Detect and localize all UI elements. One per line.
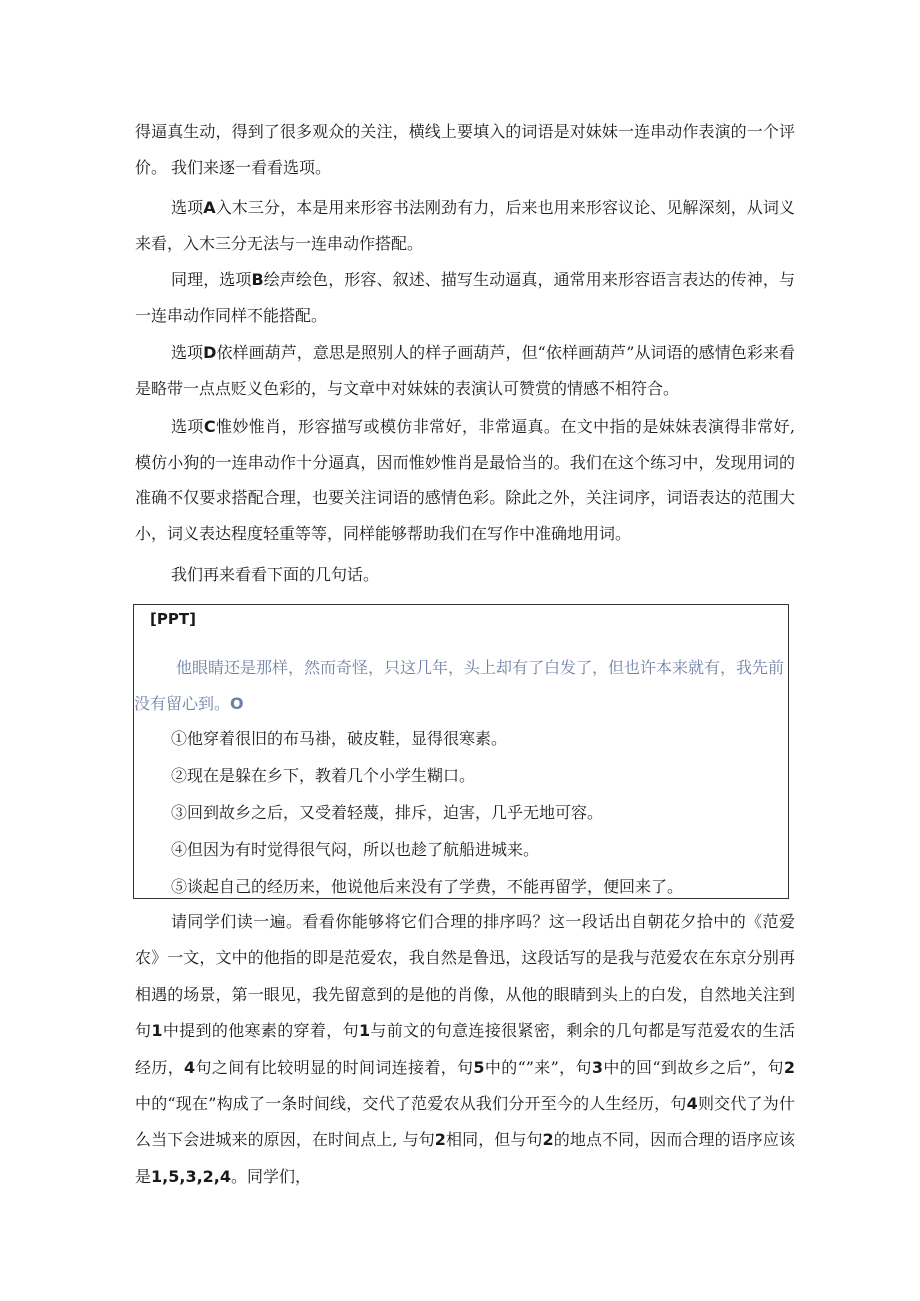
- ppt-sentence-1: ①他穿着很旧的布马褂，破皮鞋，显得很寒素。: [171, 729, 508, 748]
- paragraph-text: 得逼真生动，得到了很多观众的关注，横线上要填入的词语是对妹妹一连串动作表演的一个评价。: [135, 122, 795, 177]
- text-run: 中提到的他寒素的穿着，句: [162, 1021, 359, 1041]
- paragraph-analysis: [135, 904, 795, 1195]
- ppt-sentence-2: ②现在是躲在乡下，教着几个小学生糊口。: [171, 766, 476, 785]
- text-run: 请同学们读一遍。看看你能够将它们合理的排序吗？这一段话出自朝花夕拾中的《范爱农》一文，文中的他指的即是范爱农，我自然是鲁迅，这段话写的是我与范爱农在东京分别再相遇的场景，第一眼见，我先留意到的是他的肖像，从他的眼睛到头上的白发，自然地关注到句: [135, 912, 795, 1041]
- text-run: 入木三分，本是用来形容书法刚劲有力，后来也用来形容议论、见解深刻，从词义来看，入木三分无法与一连串动作搭配。: [135, 198, 795, 253]
- ppt-sentence-4: ④但因为有时觉得很气闷，所以也趁了航船进城来。: [171, 840, 540, 859]
- text-run: 选项: [171, 198, 204, 217]
- sentence-number: 5: [473, 1057, 485, 1077]
- ppt-sentence-3: ③回到故乡之后，又受着轻蔑，排斥，迫害，几乎无地可容。: [171, 803, 604, 822]
- text-run: 选项: [171, 417, 204, 436]
- ppt-box: [133, 604, 789, 899]
- text-run: 的地点不同，因而合理的语序应该是: [135, 1130, 795, 1186]
- sentence-number: 3: [591, 1057, 603, 1077]
- sentence-number: 2: [434, 1130, 446, 1150]
- sentence-number: 1: [358, 1021, 371, 1041]
- paragraph-option-c: [135, 409, 795, 551]
- option-letter: A: [203, 198, 216, 217]
- text-run: 。同学们，: [231, 1166, 312, 1186]
- paragraph-text: 我们来逐一看看选项。: [171, 158, 332, 177]
- ppt-quote: [134, 650, 786, 721]
- option-letter: C: [203, 417, 216, 436]
- option-letter: D: [203, 343, 217, 362]
- paragraph-option-d: [135, 335, 795, 406]
- sentence-number: 2: [542, 1130, 554, 1150]
- text-run: 则交代了为什么当下会进城来的原因，在时间点上, 与句: [135, 1094, 795, 1150]
- ppt-sentence-5: ⑤谈起自己的经历来，他说他后来没有了学费，不能再留学，便回来了。: [171, 877, 684, 896]
- paragraph-option-b: [135, 262, 795, 333]
- text-run: 相同，但与句: [445, 1130, 543, 1150]
- option-letter: B: [251, 270, 264, 289]
- text-run: 与前文的句意连接很紧密，剩余的几句都是写范爱农的生活经历，: [135, 1021, 795, 1077]
- text-run: 同理，选项: [171, 270, 252, 289]
- sentence-number: 2: [783, 1057, 795, 1077]
- quote-end-mark: O: [230, 693, 244, 713]
- paragraph-next-sentences: [135, 557, 795, 593]
- text-run: 中的“”来”，句: [484, 1057, 592, 1077]
- sentence-number: 1: [151, 1021, 163, 1041]
- paragraph-options-intro: [135, 150, 795, 186]
- ppt-label: [PPT]: [150, 610, 196, 628]
- sentence-number: 4: [686, 1094, 698, 1114]
- order-answer: 1,5,3,2,4: [151, 1166, 231, 1186]
- text-run: 句之间有比较明显的时间词连接着，句: [195, 1057, 474, 1077]
- text-run: 中的回“到故乡之后”，句: [603, 1057, 784, 1077]
- paragraph-option-a: [135, 190, 795, 261]
- sentence-number: 4: [184, 1057, 196, 1077]
- text-run: 依样画葫芦，意思是照别人的样子画葫芦，但“依样画葫芦”从词语的感情色彩来看是略带一点点贬义色彩的，与文章中对妹妹的表演认可赞赏的情感不相符合。: [135, 343, 795, 398]
- text-run: 中的“现在”构成了一条时间线，交代了范爱农从我们分开至今的人生经历，句: [135, 1094, 687, 1114]
- paragraph-text: 我们再来看看下面的几句话。: [171, 565, 380, 584]
- text-run: 选项: [171, 343, 204, 362]
- text-run: 绘声绘色，形容、叙述、描写生动逼真，通常用来形容语言表达的传神，与一连串动作同样不能搭配。: [135, 270, 795, 325]
- quote-text: 他眼睛还是那样，然而奇怪，只这几年，头上却有了白发了，但也许本来就有，我先前没有留心到。: [134, 658, 785, 713]
- text-run: 惟妙惟肖，形容描写或模仿非常好，非常逼真。在文中指的是妹妹表演得非常好,模仿小狗的一连串动作十分逼真，因而惟妙惟肖是最恰当的。我们在这个练习中，发现用词的准确不仅要求搭配合理，也要关注词语的感情色彩。除此之外，关注词序，词语表达的范围大小，词义表达程度轻重等等，同样能够帮助我们在写作中准确地用词。: [135, 417, 795, 543]
